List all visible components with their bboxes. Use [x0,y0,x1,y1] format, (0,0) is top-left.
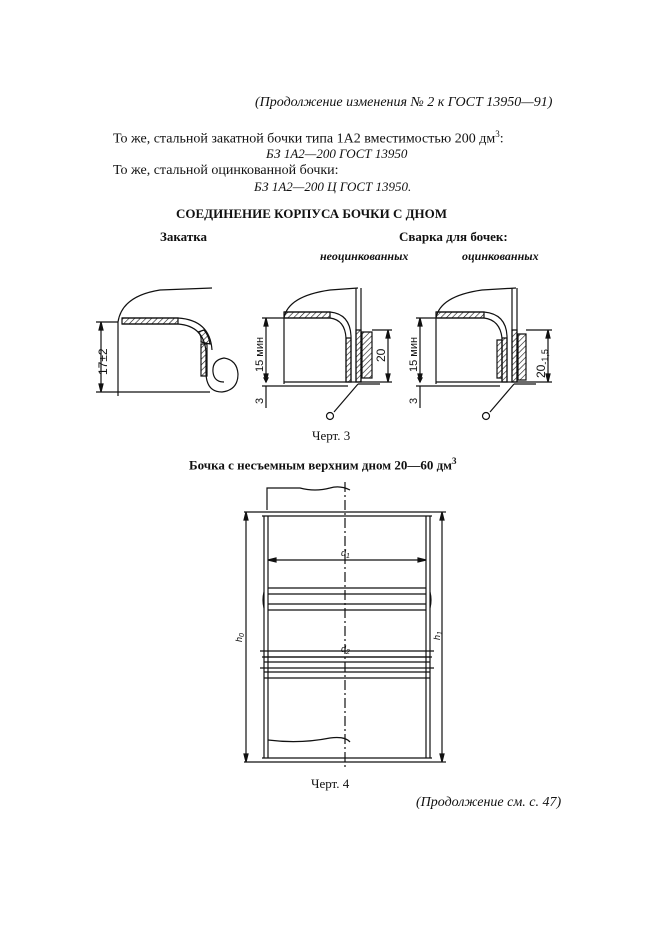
dim-20-tol-main: 20 [534,364,548,378]
d2-label-main: d [341,644,347,654]
dim-17-label: 17±2 [96,348,110,375]
label-neocink: неоцинкованных [320,249,409,263]
dim-3-label-right: 3 [408,397,420,404]
designation-code-1: БЗ 1А2—200 ГОСТ 13950 [266,146,408,161]
designation-line-1-sup: 3 [495,129,500,139]
d2-label [341,644,350,656]
section-title: СОЕДИНЕНИЕ КОРПУСА БОЧКИ С ДНОМ [176,206,448,221]
d1-label [341,548,350,560]
h0-label-sub: 0 [239,633,246,637]
figure-4-caption: Черт. 4 [311,776,350,791]
h0-label-main: h [234,636,244,642]
dim-20-label: 20 [374,348,388,362]
d1-label-main: d [341,548,347,558]
dim-15-label-right: 15 мин [408,336,420,372]
dim-15-label-left: 15 мин [254,336,266,372]
designation-line-1-text: То же, стальной закатной бочки типа 1А2 вместимостью 200 дм [113,131,496,147]
dim-3-label-left: 3 [254,397,266,404]
designation-line-2: То же, стальной оцинкованной бочки: [113,163,339,178]
d2-label-sub: 2 [346,649,350,656]
figure-4-title-sup: 3 [452,456,457,466]
h1-label-main: h [432,634,442,640]
figure-4-title-text: Бочка с несъемным верхним дном 20—60 дм [189,457,453,473]
designation-code-2: БЗ 1А2—200 Ц ГОСТ 13950. [254,179,412,194]
figure-3-caption: Черт. 3 [312,428,351,443]
designation-line-1-end: : [499,131,504,147]
label-svarka: Сварка для бочек: [399,229,508,244]
header-continuation: (Продолжение изменения № 2 к ГОСТ 13950—91) [255,95,553,110]
h1-label-sub: 1 [437,631,444,635]
d1-label-sub: 1 [346,553,350,560]
label-zakatka: Закатка [160,229,207,244]
top-break-line [267,487,350,510]
label-ocink: оцинкованных [462,249,539,263]
footer-continuation: (Продолжение см. с. 47) [416,795,562,810]
dim-20-tol-sub: -1,5 [540,349,550,365]
h0-label [234,633,246,642]
